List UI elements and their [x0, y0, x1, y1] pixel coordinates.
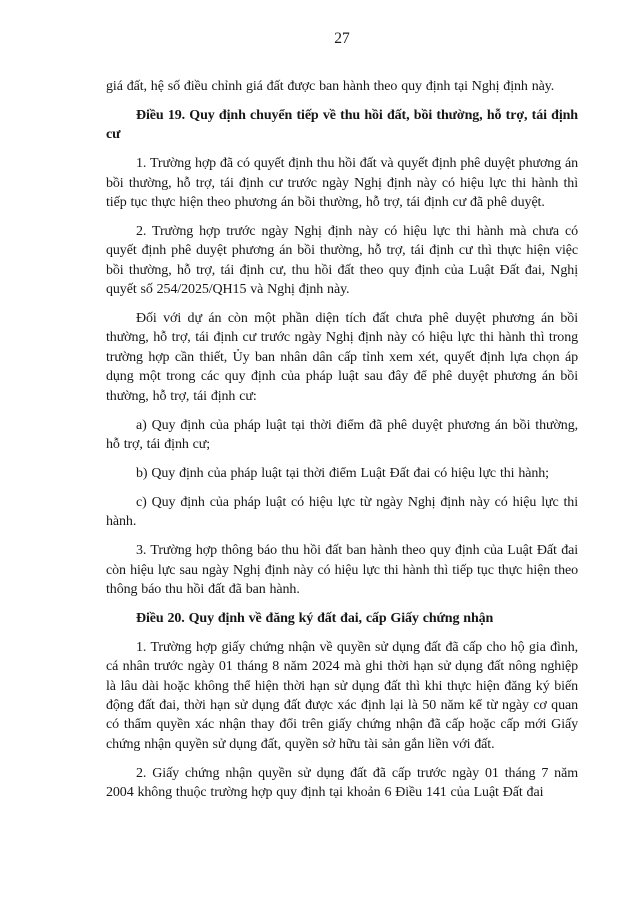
- paragraph-19-clause-1: 1. Trường hợp đã có quyết định thu hồi đất và quyết định phê duyệt phương án bồi thường, hỗ trợ, tái định cư trước ngày Nghị định này có hiệu lực thi hành thì tiếp tục thực hiện theo phương án bồi thường, hỗ trợ, tái định cư đã phê duyệt.: [106, 156, 578, 211]
- heading-article-20: Điều 20. Quy định về đăng ký đất đai, cấp Giấy chứng nhận: [136, 610, 494, 626]
- paragraph-continuation: giá đất, hệ số điều chỉnh giá đất được ban hành theo quy định tại Nghị định này.: [106, 79, 555, 94]
- paragraph-19-clause-2: 2. Trường hợp trước ngày Nghị định này có hiệu lực thi hành mà chưa có quyết định phê duyệt phương án bồi thường, hỗ trợ, tái định cư thì thực hiện việc bồi thường, hỗ trợ, tái định cư, thu hồi đất theo quy định của Luật Đất đai, Nghị quyết số 254/2025/QH15 và Nghị định này.: [106, 223, 578, 298]
- heading-article-19: Điều 19. Quy định chuyển tiếp về thu hồi đất, bồi thường, hỗ trợ, tái định cư: [106, 107, 578, 143]
- paragraph-19-clause-3: 3. Trường hợp thông báo thu hồi đất ban hành theo quy định của Luật Đất đai còn hiệu lực sau ngày Nghị định này có hiệu lực thi hành thì tiếp tục thực hiện theo thông báo thu hồi đất đã ban hành.: [106, 543, 578, 597]
- paragraph-20-clause-1: 1. Trường hợp giấy chứng nhận về quyền sử dụng đất đã cấp cho hộ gia đình, cá nhân trước ngày 01 tháng 8 năm 2024 mà ghi thời hạn sử dụng đất nông nghiệp là lâu dài hoặc không thể hiện thời hạn sử dụng đất thì khi thực hiện đăng ký biến động đất đai, thời hạn sử dụng đất được xác định lại là 50 năm kể từ ngày cơ quan có thẩm quyền xác nhận thay đổi trên giấy chứng nhận đã cấp hoặc cấp mới Giấy chứng nhận quyền sử dụng đất, quyền sở hữu tài sản gắn liền với đất.: [106, 639, 578, 752]
- paragraph-19-point-a: a) Quy định của pháp luật tại thời điểm đã phê duyệt phương án bồi thường, hỗ trợ, tái định cư;: [106, 417, 578, 452]
- page-number: 27: [334, 30, 350, 47]
- paragraph-19-clause-2-project: Đối với dự án còn một phần diện tích đất chưa phê duyệt phương án bồi thường, hỗ trợ, tái định cư trước ngày Nghị định này có hiệu lực thi hành thì trong trường hợp cần thiết, Ủy ban nhân dân cấp tỉnh xem xét, quyết định lựa chọn áp dụng một trong các quy định của pháp luật sau đây để phê duyệt phương án bồi thường, hỗ trợ, tái định cư:: [106, 311, 578, 404]
- paragraph-20-clause-2: 2. Giấy chứng nhận quyền sử dụng đất đã cấp trước ngày 01 tháng 7 năm 2004 không thuộc trường hợp quy định tại khoản 6 Điều 141 của Luật Đất đai: [106, 765, 578, 801]
- paragraph-19-point-b: b) Quy định của pháp luật tại thời điểm Luật Đất đai có hiệu lực thi hành;: [136, 465, 549, 481]
- paragraph-19-point-c: c) Quy định của pháp luật có hiệu lực từ ngày Nghị định này có hiệu lực thi hành.: [106, 494, 578, 530]
